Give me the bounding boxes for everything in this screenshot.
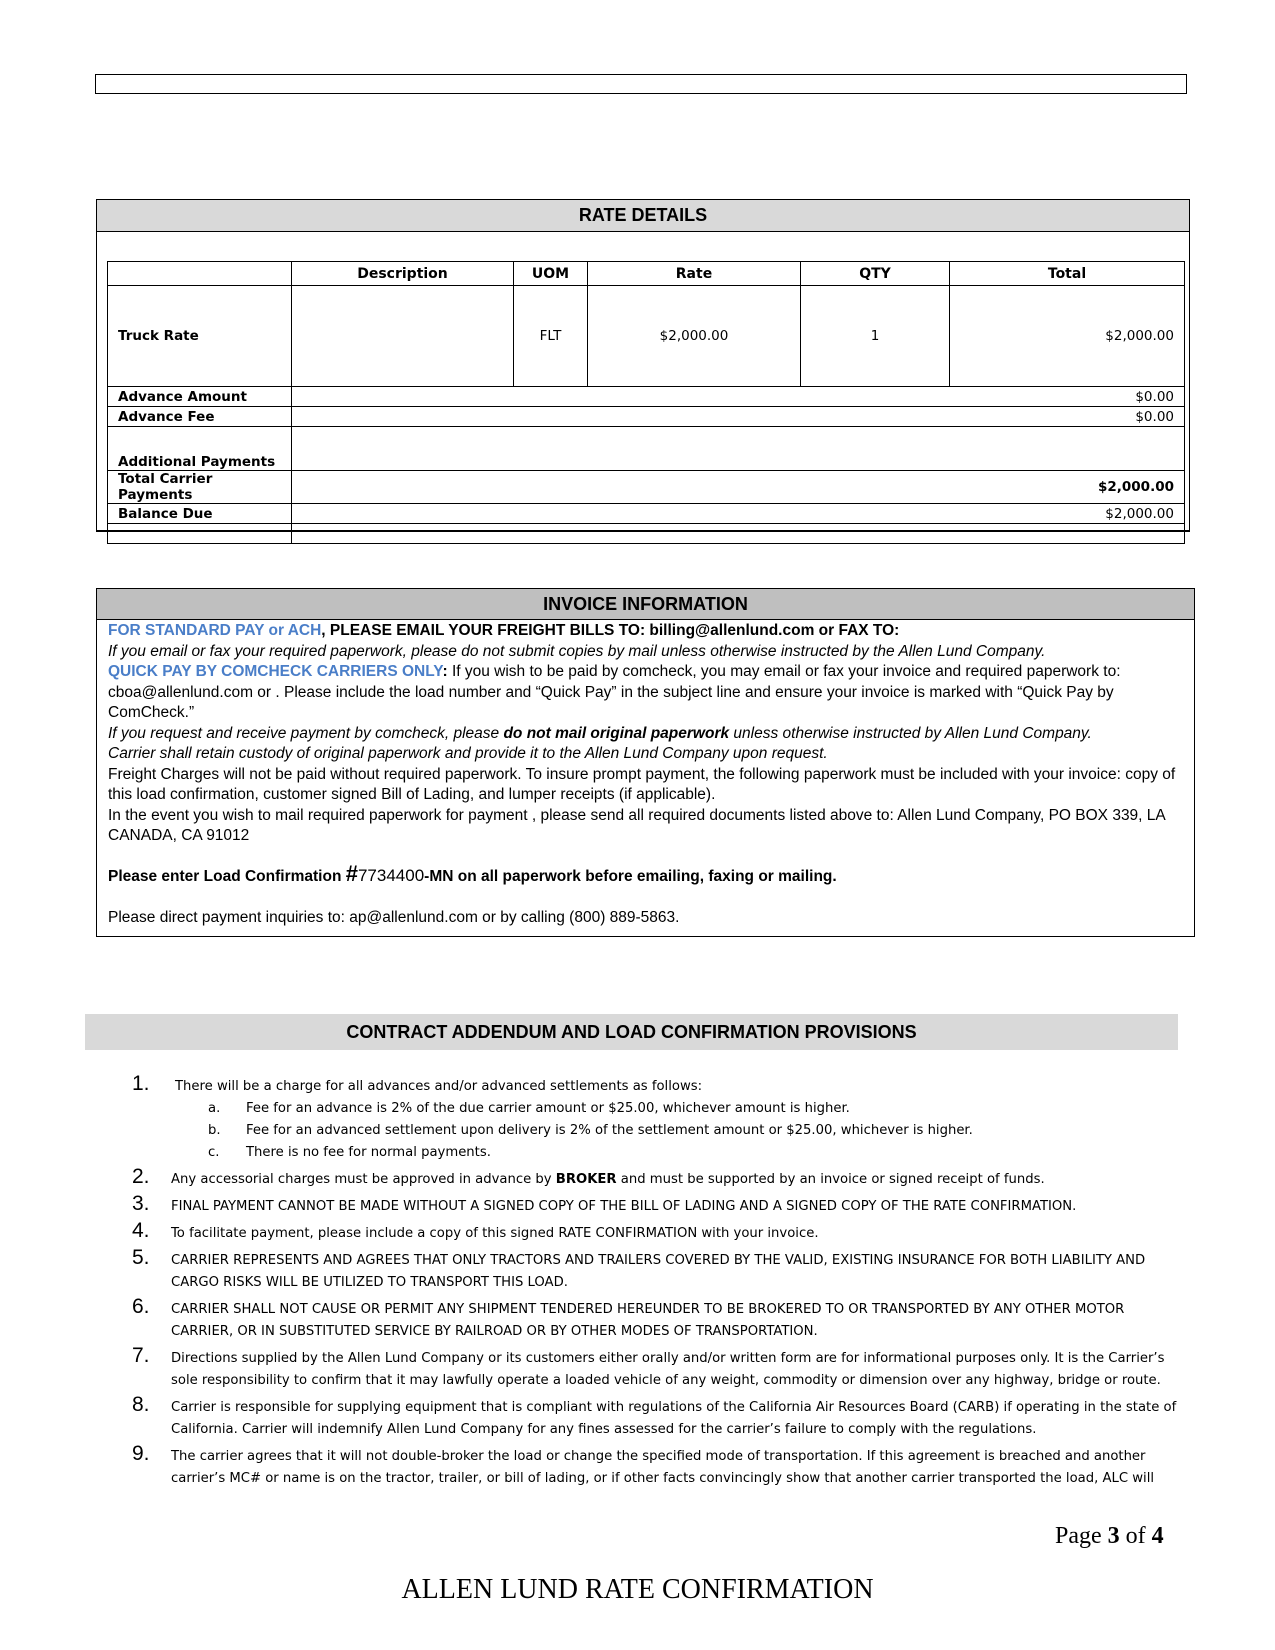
provision-text: Any accessorial charges must be approved in advance by	[171, 1172, 556, 1187]
quick-pay-text: If you wish to be paid by comcheck, you may email or fax your invoice and required paperwork to: cboa@allenlund.com or . Please include the load number and “Quick Pay” in the subject line and ensure your invoice is marked with “Quick Pay by ComCheck.”	[108, 663, 1121, 721]
provision-number: 6.	[132, 1295, 150, 1318]
sub-item-text: Fee for an advanced settlement upon delivery is 2% of the settlement amount or $25.00, whichever is higher.	[246, 1123, 973, 1138]
rate-col-header-description: Description	[292, 262, 514, 286]
quick-pay-colon: :	[442, 663, 448, 680]
provision-item	[130, 1192, 1190, 1218]
provision-item	[130, 1344, 1190, 1392]
sub-item-letter: b.	[208, 1123, 221, 1138]
empty-cell	[292, 524, 1185, 544]
standard-pay-line	[108, 621, 1184, 642]
quick-pay-heading: QUICK PAY BY COMCHECK CARRIERS ONLY	[108, 663, 443, 680]
provision-sub-item	[130, 1120, 1190, 1142]
footer-title: ALLEN LUND RATE CONFIRMATION	[401, 1574, 874, 1605]
mail-address-paragraph: In the event you wish to mail required paperwork for payment , please send all required documents listed above to: Allen Lund Company, PO BOX 339, LA CANADA, CA 91012	[108, 806, 1165, 844]
provision-text: CARRIER REPRESENTS AND AGREES THAT ONLY TRACTORS AND TRAILERS COVERED BY THE VALID, EXISTING INSURANCE FOR BOTH LIABILITY AND CARGO RISKS WILL BE UTILIZED TO TRANSPORT THIS LOAD.	[171, 1253, 1146, 1290]
provision-item	[130, 1072, 1190, 1098]
truck-rate-label: Truck Rate	[108, 286, 292, 387]
empty-row	[108, 524, 1185, 544]
provision-item	[130, 1393, 1190, 1441]
page-current: 3	[1107, 1523, 1120, 1549]
provision-text: Directions supplied by the Allen Lund Company or its customers either orally and/or written form are for informational purposes only. It is the Carrier’s sole responsibility to confirm that it may lawfully operate a loaded vehicle of any weight, commodity or dimension over any highway, bridge or route.	[171, 1351, 1165, 1388]
truck-rate-description	[292, 286, 514, 387]
freight-charges-paragraph: Freight Charges will not be paid without required paperwork. To insure prompt payment, the following paperwork must be included with your invoice: copy of this load confirmation, customer signed Bill of Lading, and lumper receipts (if applicable).	[108, 765, 1176, 803]
rate-col-header-qty: QTY	[801, 262, 950, 286]
load-confirmation-hash: #	[345, 860, 358, 886]
load-confirmation-line	[108, 860, 1184, 888]
total-carrier-payments-label: Total Carrier Payments	[108, 471, 292, 504]
provision-number: 1.	[132, 1072, 150, 1095]
sub-item-letter: c.	[208, 1145, 220, 1160]
truck-rate-qty: 1	[801, 286, 950, 387]
total-carrier-payments-value: $2,000.00	[292, 471, 1185, 504]
rate-details-section	[96, 199, 1190, 532]
load-confirmation-number: 7734400	[357, 865, 425, 885]
load-confirmation-text-b: -MN on all paperwork before emailing, faxing or mailing.	[424, 867, 837, 885]
load-confirmation-text-a: Please enter Load Confirmation	[108, 867, 346, 885]
provision-item	[130, 1295, 1190, 1343]
comcheck-text-b: unless otherwise instructed by Allen Lund Company.	[729, 724, 1092, 742]
rate-table	[107, 261, 1185, 544]
truck-rate-row	[108, 286, 1185, 387]
provision-number: 2.	[132, 1165, 150, 1188]
provision-sub-item	[130, 1098, 1190, 1120]
balance-due-row	[108, 504, 1185, 524]
advance-amount-row	[108, 387, 1185, 407]
email-note: If you email or fax your required paperwork, please do not submit copies by mail unless otherwise instructed by the Allen Lund Company.	[108, 642, 1046, 660]
custody-paragraph: Carrier shall retain custody of original paperwork and provide it to the Allen Lund Company upon request.	[108, 745, 828, 762]
rate-col-header-rate: Rate	[588, 262, 801, 286]
comcheck-paragraph	[108, 724, 1184, 745]
payment-inquiries-line: Please direct payment inquiries to: ap@allenlund.com or by calling (800) 889-5863.	[108, 909, 680, 926]
advance-amount-label: Advance Amount	[108, 387, 292, 407]
sub-item-letter: a.	[208, 1101, 221, 1116]
additional-payments-value	[292, 427, 1185, 471]
provision-sub-item	[130, 1142, 1190, 1164]
balance-due-label: Balance Due	[108, 504, 292, 524]
page-label: Page	[1055, 1523, 1108, 1549]
advance-amount-value: $0.00	[292, 387, 1185, 407]
standard-pay-heading: FOR STANDARD PAY or ACH	[108, 622, 322, 639]
provision-text: The carrier agrees that it will not double-broker the load or change the specified mode of transportation. If this agreement is breached and another carrier’s MC# or name is on the tractor, trailer, or bill of lading, or if other facts convincingly show that another carrier transported the load, ALC will	[171, 1449, 1155, 1486]
rate-col-header	[108, 262, 292, 286]
provision-text: CARRIER SHALL NOT CAUSE OR PERMIT ANY SHIPMENT TENDERED HEREUNDER TO BE BROKERED TO OR TRANSPORTED BY ANY OTHER MOTOR CARRIER, OR IN SUBSTITUTED SERVICE BY RAILROAD OR BY OTHER MODES OF TRANSPORTATION.	[171, 1302, 1125, 1339]
page-number	[1055, 1523, 1164, 1550]
invoice-information-title: INVOICE INFORMATION	[97, 589, 1194, 620]
advance-fee-label: Advance Fee	[108, 407, 292, 427]
provision-text: and must be supported by an invoice or signed receipt of funds.	[616, 1172, 1045, 1187]
provision-number: 9.	[132, 1442, 150, 1465]
additional-payments-label: Additional Payments	[108, 427, 292, 471]
provision-number: 8.	[132, 1393, 150, 1416]
additional-payments-row	[108, 427, 1185, 471]
rate-col-header-uom: UOM	[514, 262, 588, 286]
provision-text: There will be a charge for all advances and/or advanced settlements as follows:	[175, 1079, 703, 1094]
balance-due-value: $2,000.00	[292, 504, 1185, 524]
sub-item-text: Fee for an advance is 2% of the due carrier amount or $25.00, whichever amount is higher.	[246, 1101, 850, 1116]
provision-item	[130, 1246, 1190, 1294]
provision-number: 4.	[132, 1219, 150, 1242]
provision-item	[130, 1442, 1190, 1490]
advance-fee-value: $0.00	[292, 407, 1185, 427]
truck-rate-uom: FLT	[514, 286, 588, 387]
page-total: 4	[1151, 1523, 1164, 1549]
provision-number: 7.	[132, 1344, 150, 1367]
provision-text: Carrier is responsible for supplying equipment that is compliant with regulations of the California Air Resources Board (CARB) if operating in the state of California. Carrier will indemnify Allen Lund Company for any fines assessed for the carrier’s failure to comply with the regulations.	[171, 1400, 1177, 1437]
rate-table-header-row	[108, 262, 1185, 286]
comcheck-text-bold: do not mail original paperwork	[503, 724, 730, 742]
quick-pay-paragraph	[108, 662, 1184, 724]
contract-addendum-title: CONTRACT ADDENDUM AND LOAD CONFIRMATION PROVISIONS	[85, 1014, 1178, 1050]
standard-pay-text: , PLEASE EMAIL YOUR FREIGHT BILLS TO: billing@allenlund.com or FAX TO:	[321, 622, 900, 639]
top-empty-box	[95, 74, 1187, 94]
truck-rate-total: $2,000.00	[950, 286, 1185, 387]
rate-details-title: RATE DETAILS	[97, 200, 1189, 232]
provision-text: To facilitate payment, please include a copy of this signed RATE CONFIRMATION with your invoice.	[171, 1226, 819, 1241]
provision-number: 5.	[132, 1246, 150, 1269]
sub-item-text: There is no fee for normal payments.	[246, 1145, 491, 1160]
advance-fee-row	[108, 407, 1185, 427]
provision-number: 3.	[132, 1192, 150, 1215]
comcheck-text-a: If you request and receive payment by comcheck, please	[108, 724, 504, 742]
invoice-information-body	[97, 620, 1194, 929]
invoice-information-section	[96, 588, 1195, 937]
provision-item	[130, 1219, 1190, 1245]
provision-text-bold: BROKER	[555, 1172, 617, 1187]
provision-text: FINAL PAYMENT CANNOT BE MADE WITHOUT A SIGNED COPY OF THE BILL OF LADING AND A SIGNED COPY OF THE RATE CONFIRMATION.	[171, 1199, 1077, 1214]
contract-provisions-list	[130, 1072, 1190, 1495]
provision-item	[130, 1165, 1190, 1191]
total-carrier-payments-row	[108, 471, 1185, 504]
empty-cell	[108, 524, 292, 544]
rate-col-header-total: Total	[950, 262, 1185, 286]
page-of: of	[1119, 1523, 1152, 1549]
truck-rate-rate: $2,000.00	[588, 286, 801, 387]
